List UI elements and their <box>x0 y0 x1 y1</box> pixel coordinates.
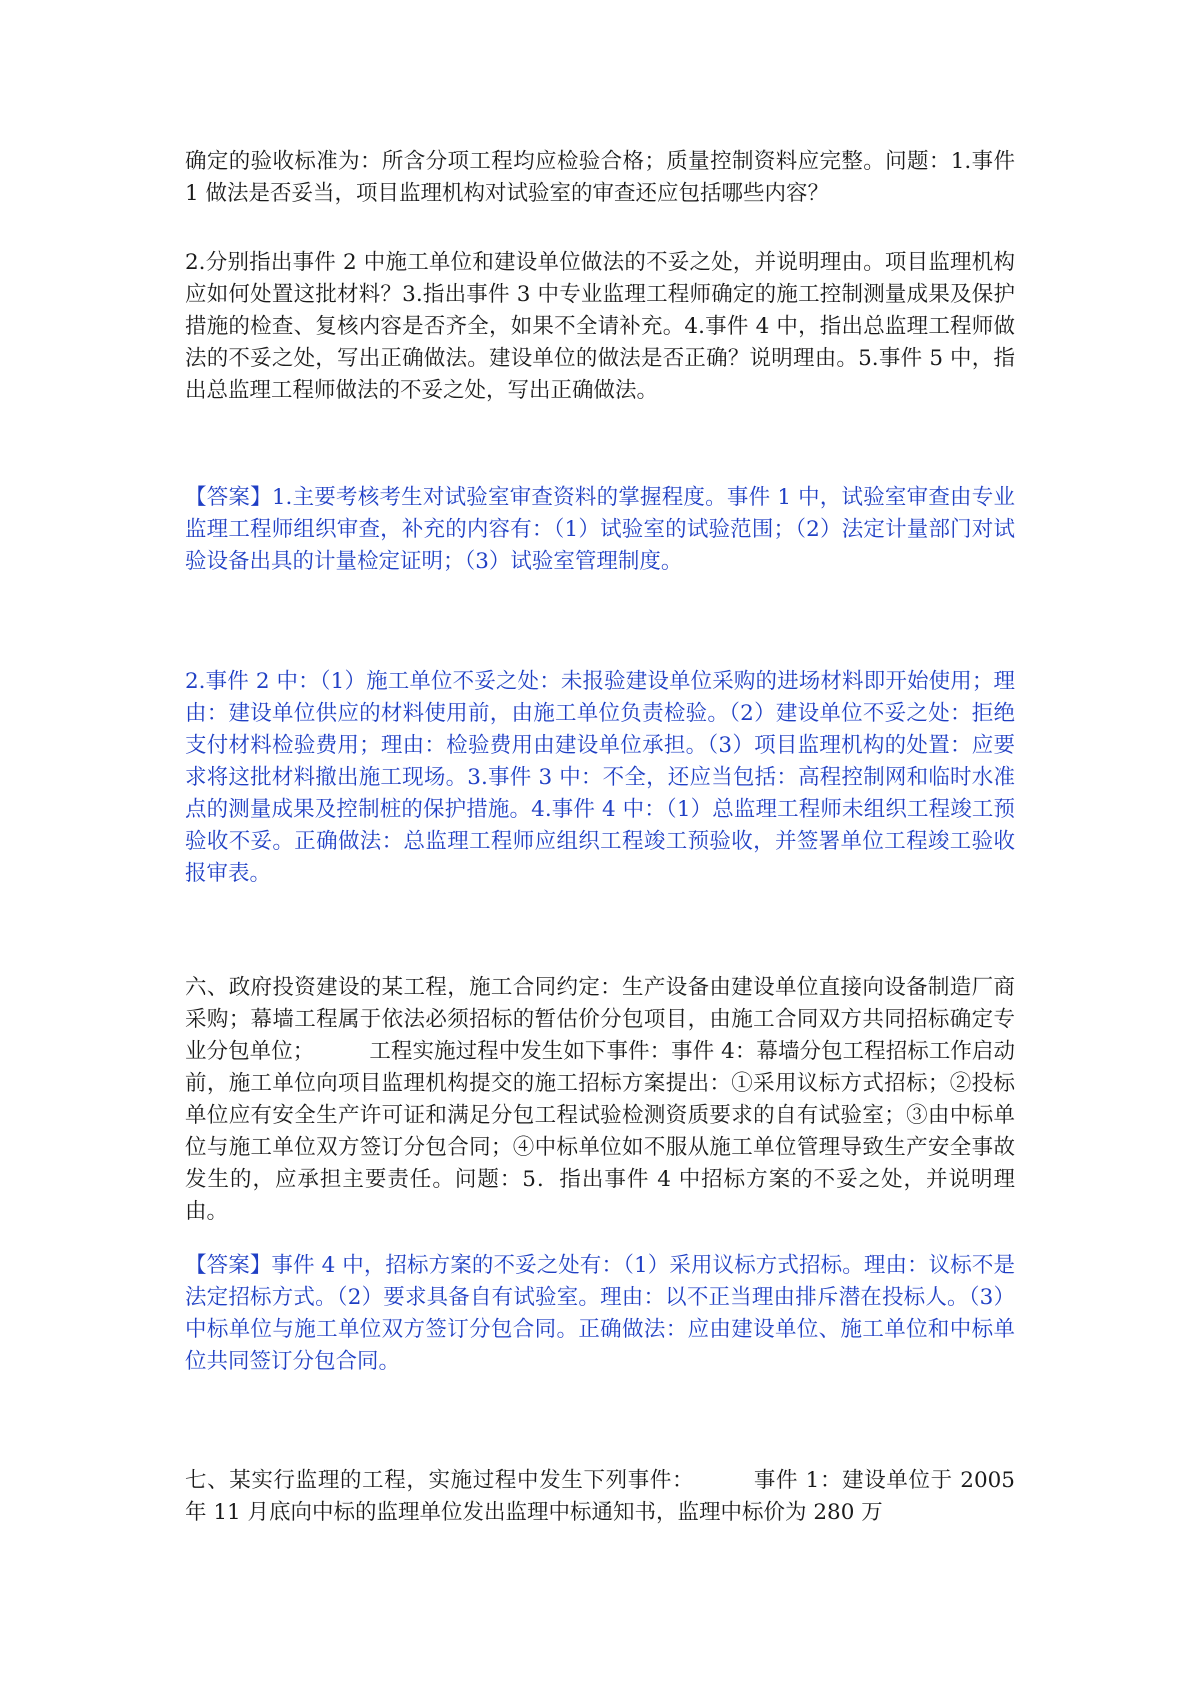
question-paragraph-1: 确定的验收标准为：所含分项工程均应检验合格；质量控制资料应完整。问题：1.事件 1 做法是否妥当，项目监理机构对试验室的审查还应包括哪些内容？ <box>185 149 1022 206</box>
question-paragraph-6: 六、政府投资建设的某工程，施工合同约定：生产设备由建设单位直接向设备制造厂商采购；幕墙工程属于依法必须招标的暂估价分包项目，由施工合同双方共同招标确定专业分包单位； 工程实施过程中发生如下事件：事件 4：幕墙分包工程招标工作启动前，施工单位向项目监理机构提交的施工招标方案提出：①采用议标方式招标；②投标单位应有安全生产许可证和满足分包工程试验检测资质要求的自有试验室；③由中标单位与施工单位双方签订分包合同；④中标单位如不服从施工单位管理导致生产安全事故发生的，应承担主要责任。问题：5．指出事件 4 中招标方案的不妥之处，并说明理由。 <box>185 975 1015 1224</box>
question-paragraph-2: 2.分别指出事件 2 中施工单位和建设单位做法的不妥之处，并说明理由。项目监理机构应如何处置这批材料？3.指出事件 3 中专业监理工程师确定的施工控制测量成果及保护措施的检查、复核内容是否齐全，如果不全请补充。4.事件 4 中，指出总监理工程师做法的不妥之处，写出正确做法。建设单位的做法是否正确？说明理由。5.事件 5 中，指出总监理工程师做法的不妥之处，写出正确做法。 <box>185 250 1015 403</box>
answer-paragraph-6: 【答案】事件 4 中，招标方案的不妥之处有：（1）采用议标方式招标。理由：议标不是法定招标方式。（2）要求具备自有试验室。理由：以不正当理由排斥潜在投标人。（3）中标单位与施工单位双方签订分包合同。正确做法：应由建设单位、施工单位和中标单位共同签订分包合同。 <box>185 1253 1015 1374</box>
answer-paragraph-2: 2.事件 2 中：（1）施工单位不妥之处：未报验建设单位采购的进场材料即开始使用；理由：建设单位供应的材料使用前，由施工单位负责检验。（2）建设单位不妥之处：拒绝支付材料检验费用；理由：检验费用由建设单位承担。（3）项目监理机构的处置：应要求将这批材料撤出施工现场。3.事件 3 中：不全，还应当包括：高程控制网和临时水准点的测量成果及控制桩的保护措施。4.事件 4 中：（1）总监理工程师未组织工程竣工预验收不妥。正确做法：总监理工程师应组织工程竣工预验收，并签署单位工程竣工验收报审表。 <box>185 669 1015 886</box>
answer-paragraph-1: 【答案】1.主要考核考生对试验室审查资料的掌握程度。事件 1 中，试验室审查由专业监理工程师组织审查，补充的内容有：（1）试验室的试验范围；（2）法定计量部门对试验设备出具的计量检定证明；（3）试验室管理制度。 <box>185 485 1015 574</box>
question-paragraph-7: 七、某实行监理的工程，实施过程中发生下列事件： 事件 1：建设单位于 2005 年 11 月底向中标的监理单位发出监理中标通知书，监理中标价为 280 万 <box>185 1468 1022 1525</box>
